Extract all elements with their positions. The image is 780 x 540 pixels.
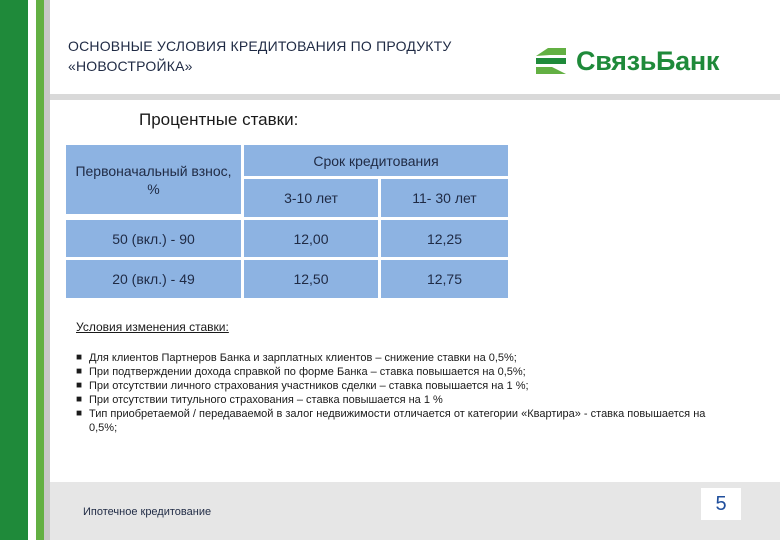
slide-title-line-1: ОСНОВНЫЕ УСЛОВИЯ КРЕДИТОВАНИЯ ПО ПРОДУКТУ bbox=[68, 38, 452, 54]
table-row-1-rate-long: 12,25 bbox=[381, 220, 508, 257]
left-accent-bar-grey bbox=[44, 0, 50, 540]
condition-item bbox=[76, 365, 736, 379]
table-row-divider bbox=[66, 257, 508, 260]
interest-rate-table bbox=[66, 145, 508, 298]
table-row-2-range: 20 (вкл.) - 49 bbox=[66, 260, 244, 298]
bullet-square-icon: ■ bbox=[76, 366, 83, 377]
bullet-square-icon: ■ bbox=[76, 408, 83, 419]
table-row-1-rate-short: 12,00 bbox=[244, 220, 381, 257]
section-title: Процентные ставки: bbox=[139, 110, 299, 129]
table-header-term: Срок кредитования bbox=[244, 145, 508, 179]
header-separator bbox=[50, 94, 780, 100]
page-number: 5 bbox=[701, 488, 741, 520]
conditions-title: Условия изменения ставки: bbox=[76, 320, 229, 334]
slide-title bbox=[68, 36, 508, 76]
condition-text: Тип приобретаемой / передаваемой в залог недвижимости отличается от категории «Квартира» - ставка повышается на 0,5%; bbox=[89, 408, 706, 434]
bullet-square-icon: ■ bbox=[76, 352, 83, 363]
left-accent-bar-dark bbox=[0, 0, 28, 540]
bullet-square-icon: ■ bbox=[76, 380, 83, 391]
left-accent-bar-light bbox=[36, 0, 44, 540]
svyazbank-logo-icon bbox=[534, 46, 568, 76]
table-row-2-rate-long: 12,75 bbox=[381, 260, 508, 298]
conditions-list bbox=[76, 351, 736, 435]
svyazbank-logo bbox=[534, 44, 719, 78]
table-row-1-range: 50 (вкл.) - 90 bbox=[66, 220, 244, 257]
condition-item bbox=[76, 379, 736, 393]
condition-text: При отсутствии титульного страхования – ставка повышается на 1 % bbox=[89, 394, 443, 406]
condition-item bbox=[76, 393, 736, 407]
table-header-down-payment-label: Первоначальный взнос, % bbox=[75, 162, 232, 197]
logo-wordmark: СвязьБанк bbox=[576, 45, 720, 76]
table-header-term-3-10: 3-10 лет bbox=[244, 179, 381, 217]
condition-item bbox=[76, 407, 736, 435]
condition-text: Для клиентов Партнеров Банка и зарплатных клиентов – снижение ставки на 0,5%; bbox=[89, 352, 517, 364]
table-header-down-payment bbox=[66, 145, 244, 217]
condition-item bbox=[76, 351, 736, 365]
condition-text: При подтверждении дохода справкой по форме Банка – ставка повышается на 0,5%; bbox=[89, 366, 526, 378]
condition-text: При отсутствии личного страхования участников сделки – ставка повышается на 1 %; bbox=[89, 380, 529, 392]
table-row-2-rate-short: 12,50 bbox=[244, 260, 381, 298]
table-header-term-11-30: 11- 30 лет bbox=[381, 179, 508, 217]
left-accent-gap bbox=[28, 0, 36, 540]
slide-title-line-2: «НОВОСТРОЙКА» bbox=[68, 58, 193, 74]
footer-text: Ипотечное кредитование bbox=[83, 506, 212, 518]
bullet-square-icon: ■ bbox=[76, 394, 83, 405]
